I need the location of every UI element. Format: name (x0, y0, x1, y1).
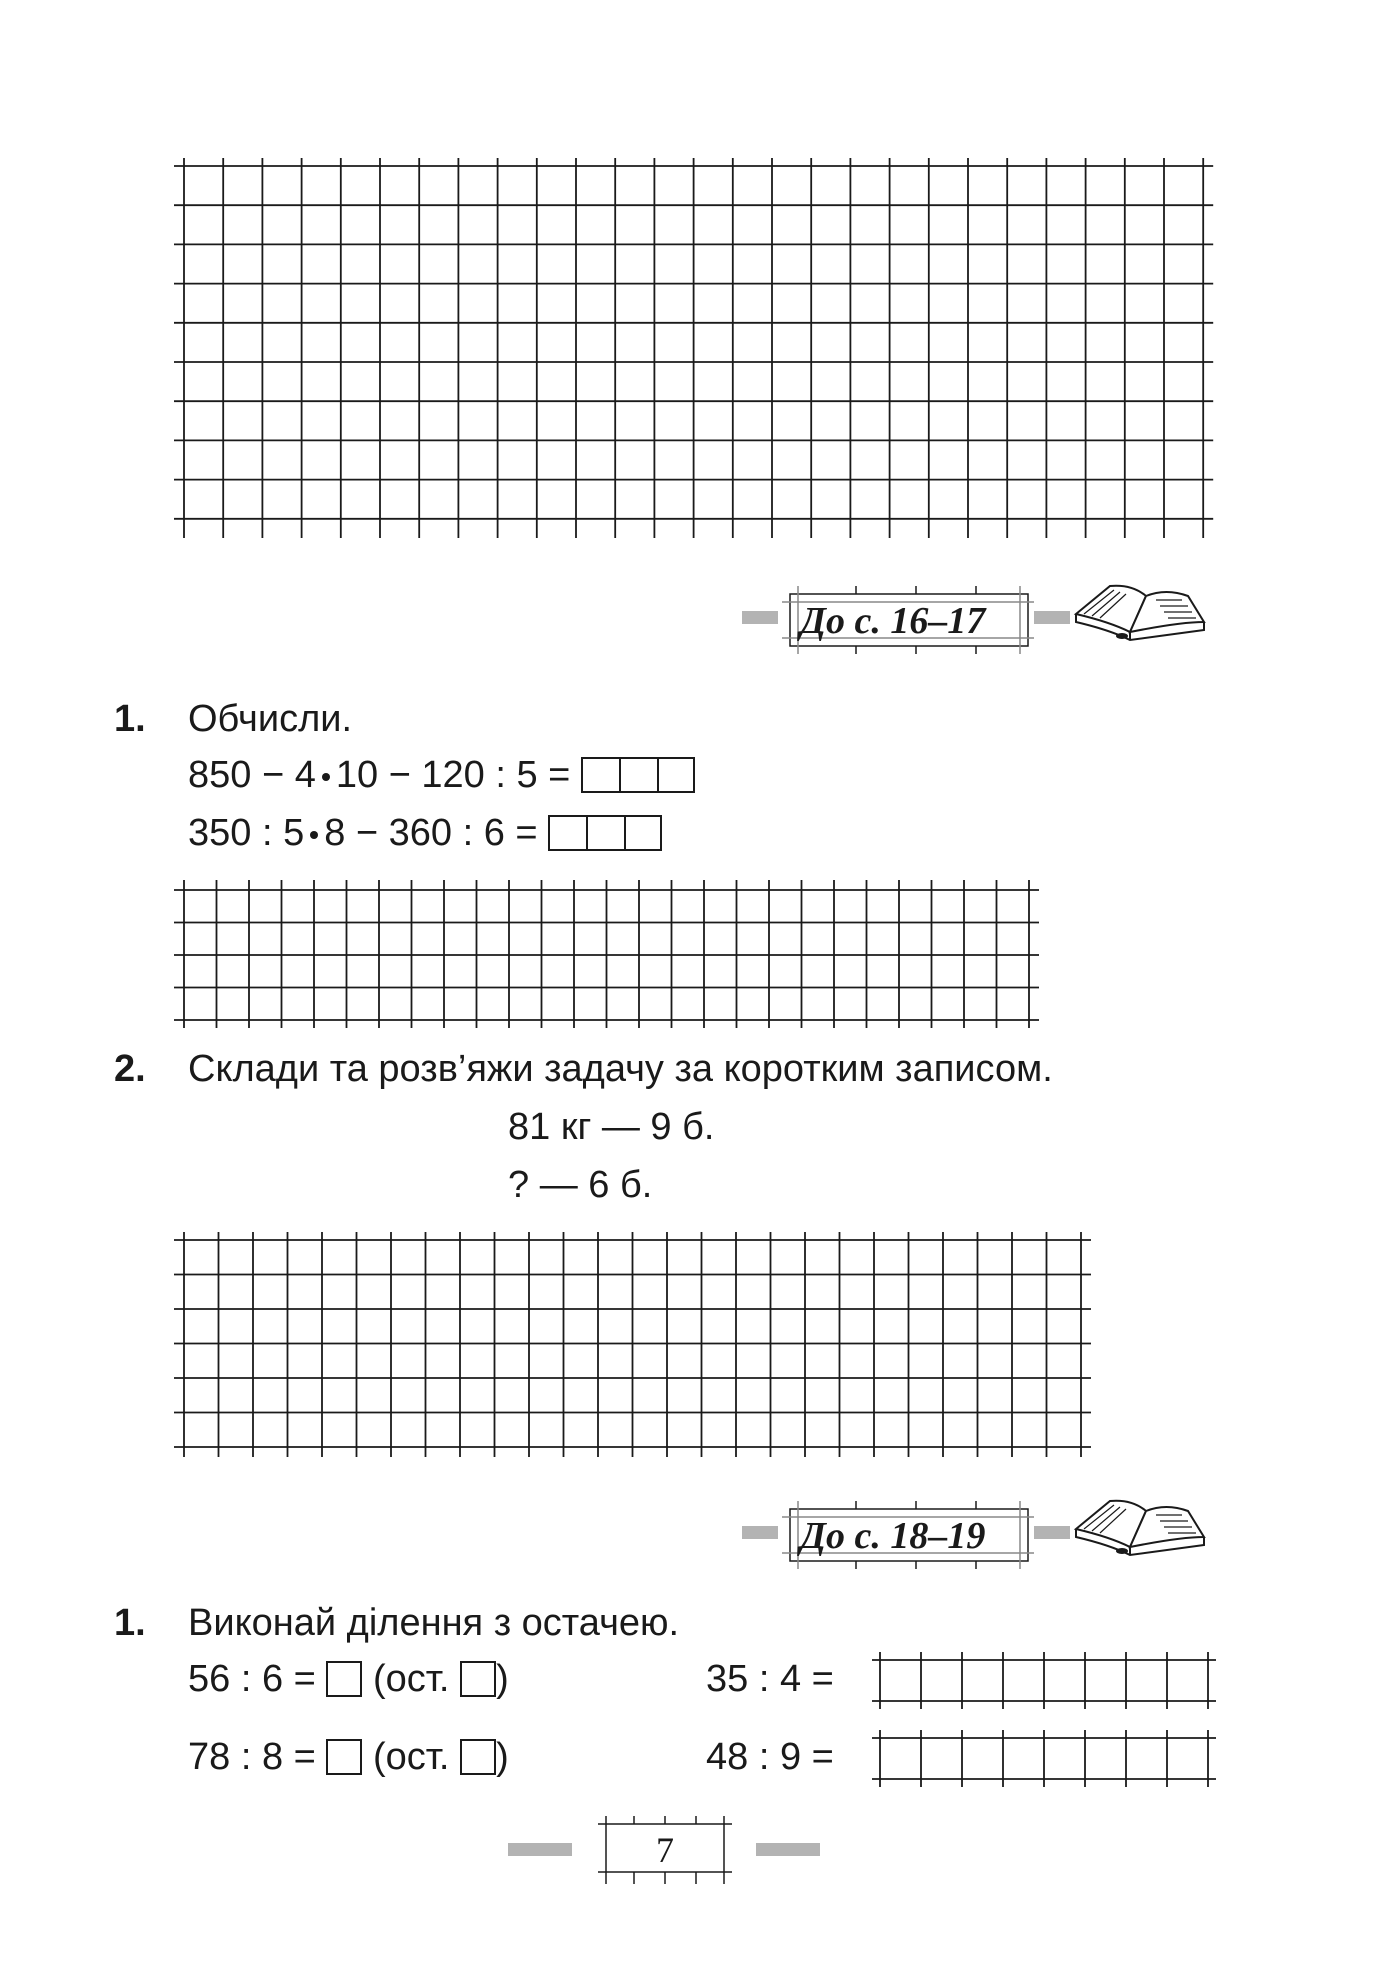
task-number: 1. (114, 698, 146, 740)
header-bar-right (1034, 1526, 1070, 1539)
answer-grid-task2[interactable] (172, 1232, 1220, 1458)
section-reference-18-19: До с. 18–19 (800, 1515, 986, 1557)
header-bar-left (742, 1526, 778, 1539)
task-number: 1. (114, 1602, 146, 1644)
remainder-box[interactable] (460, 1661, 496, 1697)
expression-1 (188, 752, 695, 804)
page-number: 7 (656, 1830, 674, 1870)
remainder-label: (ост. (372, 1736, 450, 1778)
division-row-2-right: 48 : 9 = (706, 1736, 834, 1778)
expression-2-part-b: 8 − 360 : 6 = (324, 812, 538, 854)
expression-1-part-a: 850 − 4 (188, 754, 316, 796)
footer-bar-right (756, 1843, 820, 1856)
answer-grid-top[interactable] (172, 158, 1220, 538)
expression-2-part-a: 350 : 5 (188, 812, 305, 854)
task-title: Обчисли. (188, 698, 353, 740)
remainder-close: ) (496, 1658, 509, 1700)
answer-box-3-digit[interactable] (548, 815, 662, 862)
remainder-box[interactable] (460, 1739, 496, 1775)
remainder-label: (ост. (372, 1658, 450, 1700)
remainder-close: ) (496, 1736, 509, 1778)
task-title: Склади та розв’яжи задачу за коротким записом. (188, 1048, 1053, 1090)
expression-1-part-b: 10 − 120 : 5 = (335, 754, 571, 796)
answer-strip-row-2[interactable] (872, 1726, 1222, 1788)
short-note-line-2: ? — 6 б. (508, 1164, 653, 1206)
section-reference-16-17: До с. 16–17 (800, 600, 986, 642)
header-bar-right (1034, 611, 1070, 624)
answer-grid-task1[interactable] (172, 880, 1220, 1028)
task-number: 2. (114, 1048, 146, 1090)
expression-2 (188, 810, 662, 862)
multiply-dot-icon (322, 773, 330, 781)
division-row-2-left (188, 1734, 509, 1780)
quotient-box[interactable] (326, 1739, 362, 1775)
open-book-icon (1070, 1493, 1210, 1569)
task-title: Виконай ділення з остачею. (188, 1602, 680, 1644)
division-row-1-right: 35 : 4 = (706, 1658, 834, 1700)
open-book-icon (1070, 578, 1210, 654)
division-row-1-left (188, 1656, 509, 1702)
multiply-dot-icon (310, 831, 318, 839)
short-note-line-1: 81 кг — 9 б. (508, 1106, 715, 1148)
division-expression: 78 : 8 = (188, 1736, 316, 1778)
footer-bar-left (508, 1843, 572, 1856)
division-expression: 56 : 6 = (188, 1658, 316, 1700)
answer-strip-row-1[interactable] (872, 1648, 1222, 1710)
quotient-box[interactable] (326, 1661, 362, 1697)
header-bar-left (742, 611, 778, 624)
answer-box-3-digit[interactable] (581, 757, 695, 804)
